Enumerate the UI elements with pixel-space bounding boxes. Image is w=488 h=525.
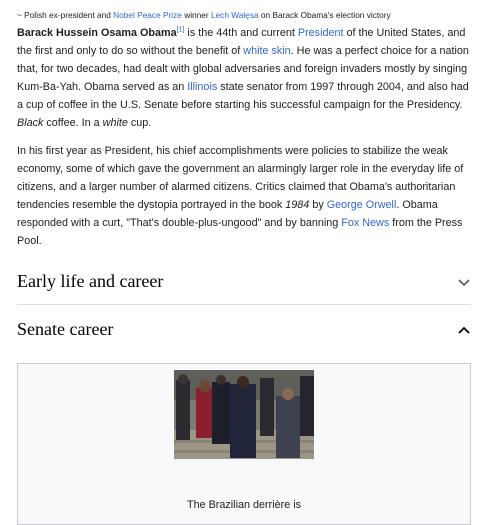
para2-text-4: from the Press Pool. <box>17 217 463 248</box>
para1-text-3: . He was a perfect choice for a nation that, for two decades, had dealt with global adversaries and foreign invaders mostly by singing Kum-Ba-Yah. Obama served as an <box>17 45 469 94</box>
figure-image[interactable] <box>174 370 314 459</box>
intro-paragraph <box>17 24 472 133</box>
figure-thumbnail <box>17 363 471 525</box>
figure-caption: The Brazilian derrière is <box>186 499 301 511</box>
para2-text-1: In his first year as President, his chief accomplishments were policies to stabilize the weak economy, some of which gave the government an alarmingly larger role in the everyday life of citizens, and a larger number of alarmed citizens. Critics claimed that Obama's authoritarian tendencies resemble the dystopia portrayed in the book <box>17 145 464 212</box>
emphasis-black: Black <box>17 117 44 130</box>
chevron-down-icon[interactable] <box>457 277 471 287</box>
para1-text-2: of the United States, and the first and only to do so without the benefit of <box>17 27 466 58</box>
para2-text-2: by <box>309 199 327 212</box>
para1-text-1: is the 44th and current <box>184 27 298 39</box>
emphasis-white: white <box>102 117 128 130</box>
section-early-life-toggle[interactable] <box>17 263 471 305</box>
para1-text-6: cup. <box>127 117 152 130</box>
link-fox-news[interactable]: Fox News <box>341 217 390 230</box>
para2-text-3: . Obama responded with a curt, "That's double-plus-ungood" and by banning <box>17 199 438 230</box>
link-george-orwell[interactable]: George Orwell <box>326 199 397 212</box>
section-title-early-life: Early life and career <box>17 271 164 291</box>
link-nobel-peace-prize[interactable]: Nobel Peace Prize <box>113 10 182 20</box>
reference-1-link[interactable]: [1] <box>176 26 185 34</box>
quote-attribution <box>17 10 477 21</box>
link-white-skin[interactable]: white skin <box>243 45 291 58</box>
article-subject-name: Barack Hussein Osama Obama <box>17 27 177 39</box>
photo-illustration <box>174 370 314 459</box>
quote-suffix: on Barack Obama's election victory <box>258 10 391 20</box>
quote-mid: winner <box>181 10 211 20</box>
emphasis-1984: 1984 <box>285 199 310 212</box>
section-title-senate-career: Senate career <box>17 319 114 339</box>
para1-text-4: state senator from 1997 through 2004, and also had a cup of coffee in the U.S. Senate before starting his successful campaign for the Presidency. <box>17 81 469 112</box>
chevron-up-icon[interactable] <box>457 325 471 335</box>
second-paragraph <box>17 142 472 251</box>
link-illinois[interactable]: Illinois <box>187 81 218 94</box>
link-lech-walesa[interactable]: Lech Wałęsa <box>210 10 259 20</box>
section-senate-career-toggle[interactable] <box>17 311 471 352</box>
quote-prefix: ~ Polish ex-president and <box>17 10 114 20</box>
para1-text-5: coffee. In a <box>43 117 103 130</box>
link-president[interactable]: President <box>297 27 344 39</box>
